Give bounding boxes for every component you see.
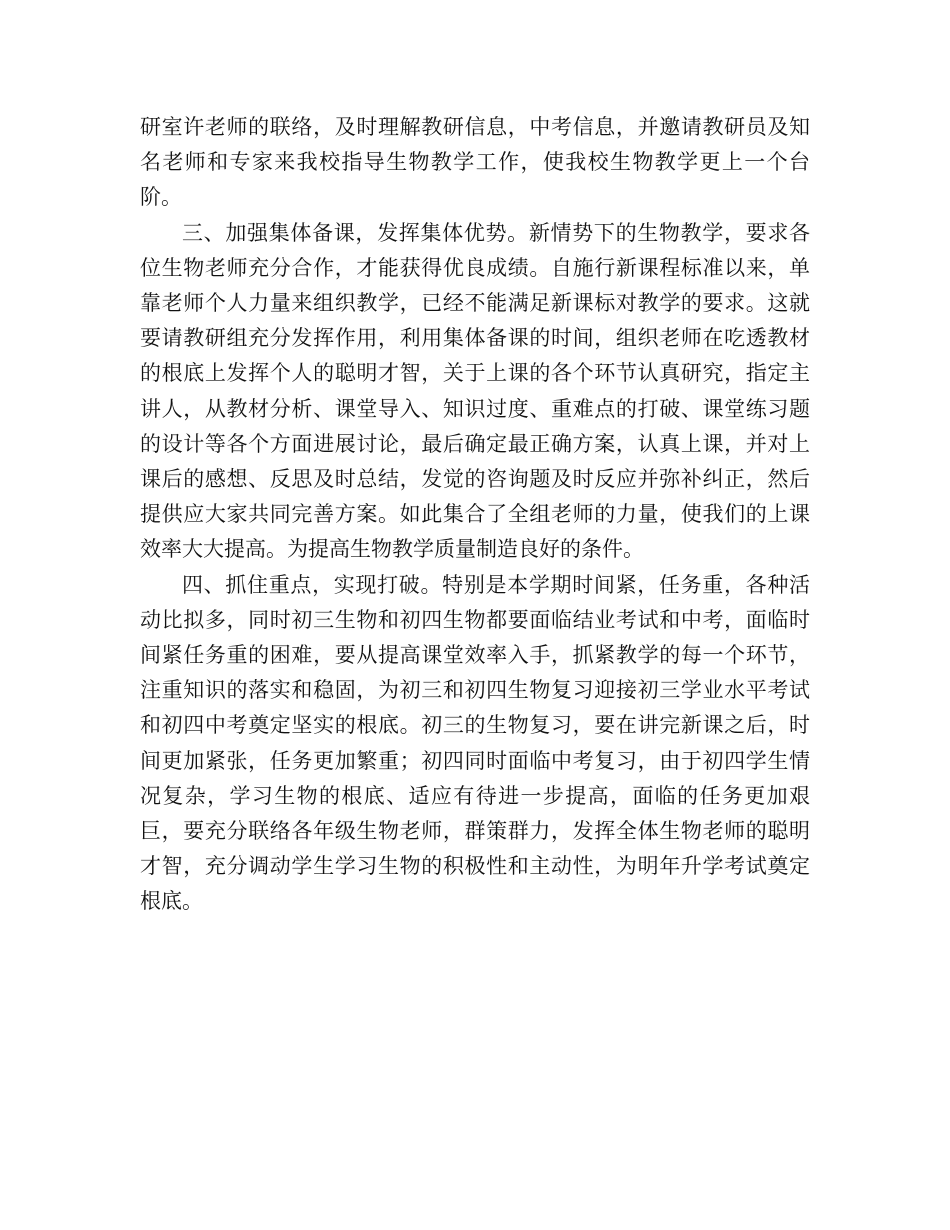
document-body bbox=[140, 110, 810, 920]
paragraph-focus-breakthrough: 四、抓住重点，实现打破。特别是本学期时间紧，任务重，各种活动比拟多，同时初三生物和初四生物都要面临结业考试和中考，面临时间紧任务重的困难，要从提高课堂效率入手，抓紧教学的每一个环节，注重知识的落实和稳固，为初三和初四生物复习迎接初三学业水平考试和初四中考奠定坚实的根底。初三的生物复习，要在讲完新课之后，时间更加紧张，任务更加繁重；初四同时面临中考复习，由于初四学生情况复杂，学习生物的根底、适应有待进一步提高，面临的任务更加艰巨，要充分联络各年级生物老师，群策群力，发挥全体生物老师的聪明才智，充分调动学生学习生物的积极性和主动性，为明年升学考试奠定根底。 bbox=[140, 572, 810, 914]
paragraph-collective-lesson-prep: 三、加强集体备课，发挥集体优势。新情势下的生物教学，要求各位生物老师充分合作，才能获得优良成绩。自施行新课程标准以来，单靠老师个人力量来组织教学，已经不能满足新课标对教学的要求。这就要请教研组充分发挥作用，利用集体备课的时间，组织老师在吃透教材的根底上发挥个人的聪明才智，关于上课的各个环节认真研究，指定主讲人，从教材分析、课堂导入、知识过度、重难点的打破、课堂练习题的设计等各个方面进展讨论，最后确定最正确方案，认真上课，并对上课后的感想、反思及时总结，发觉的咨询题及时反应并弥补纠正，然后提供应大家共同完善方案。如此集合了全组老师的力量，使我们的上课效率大大提高。为提高生物教学质量制造良好的条件。 bbox=[140, 220, 810, 562]
paragraph-continued: 研室许老师的联络，及时理解教研信息，中考信息，并邀请教研员及知名老师和专家来我校指导生物教学工作，使我校生物教学更上一个台阶。 bbox=[140, 115, 810, 210]
